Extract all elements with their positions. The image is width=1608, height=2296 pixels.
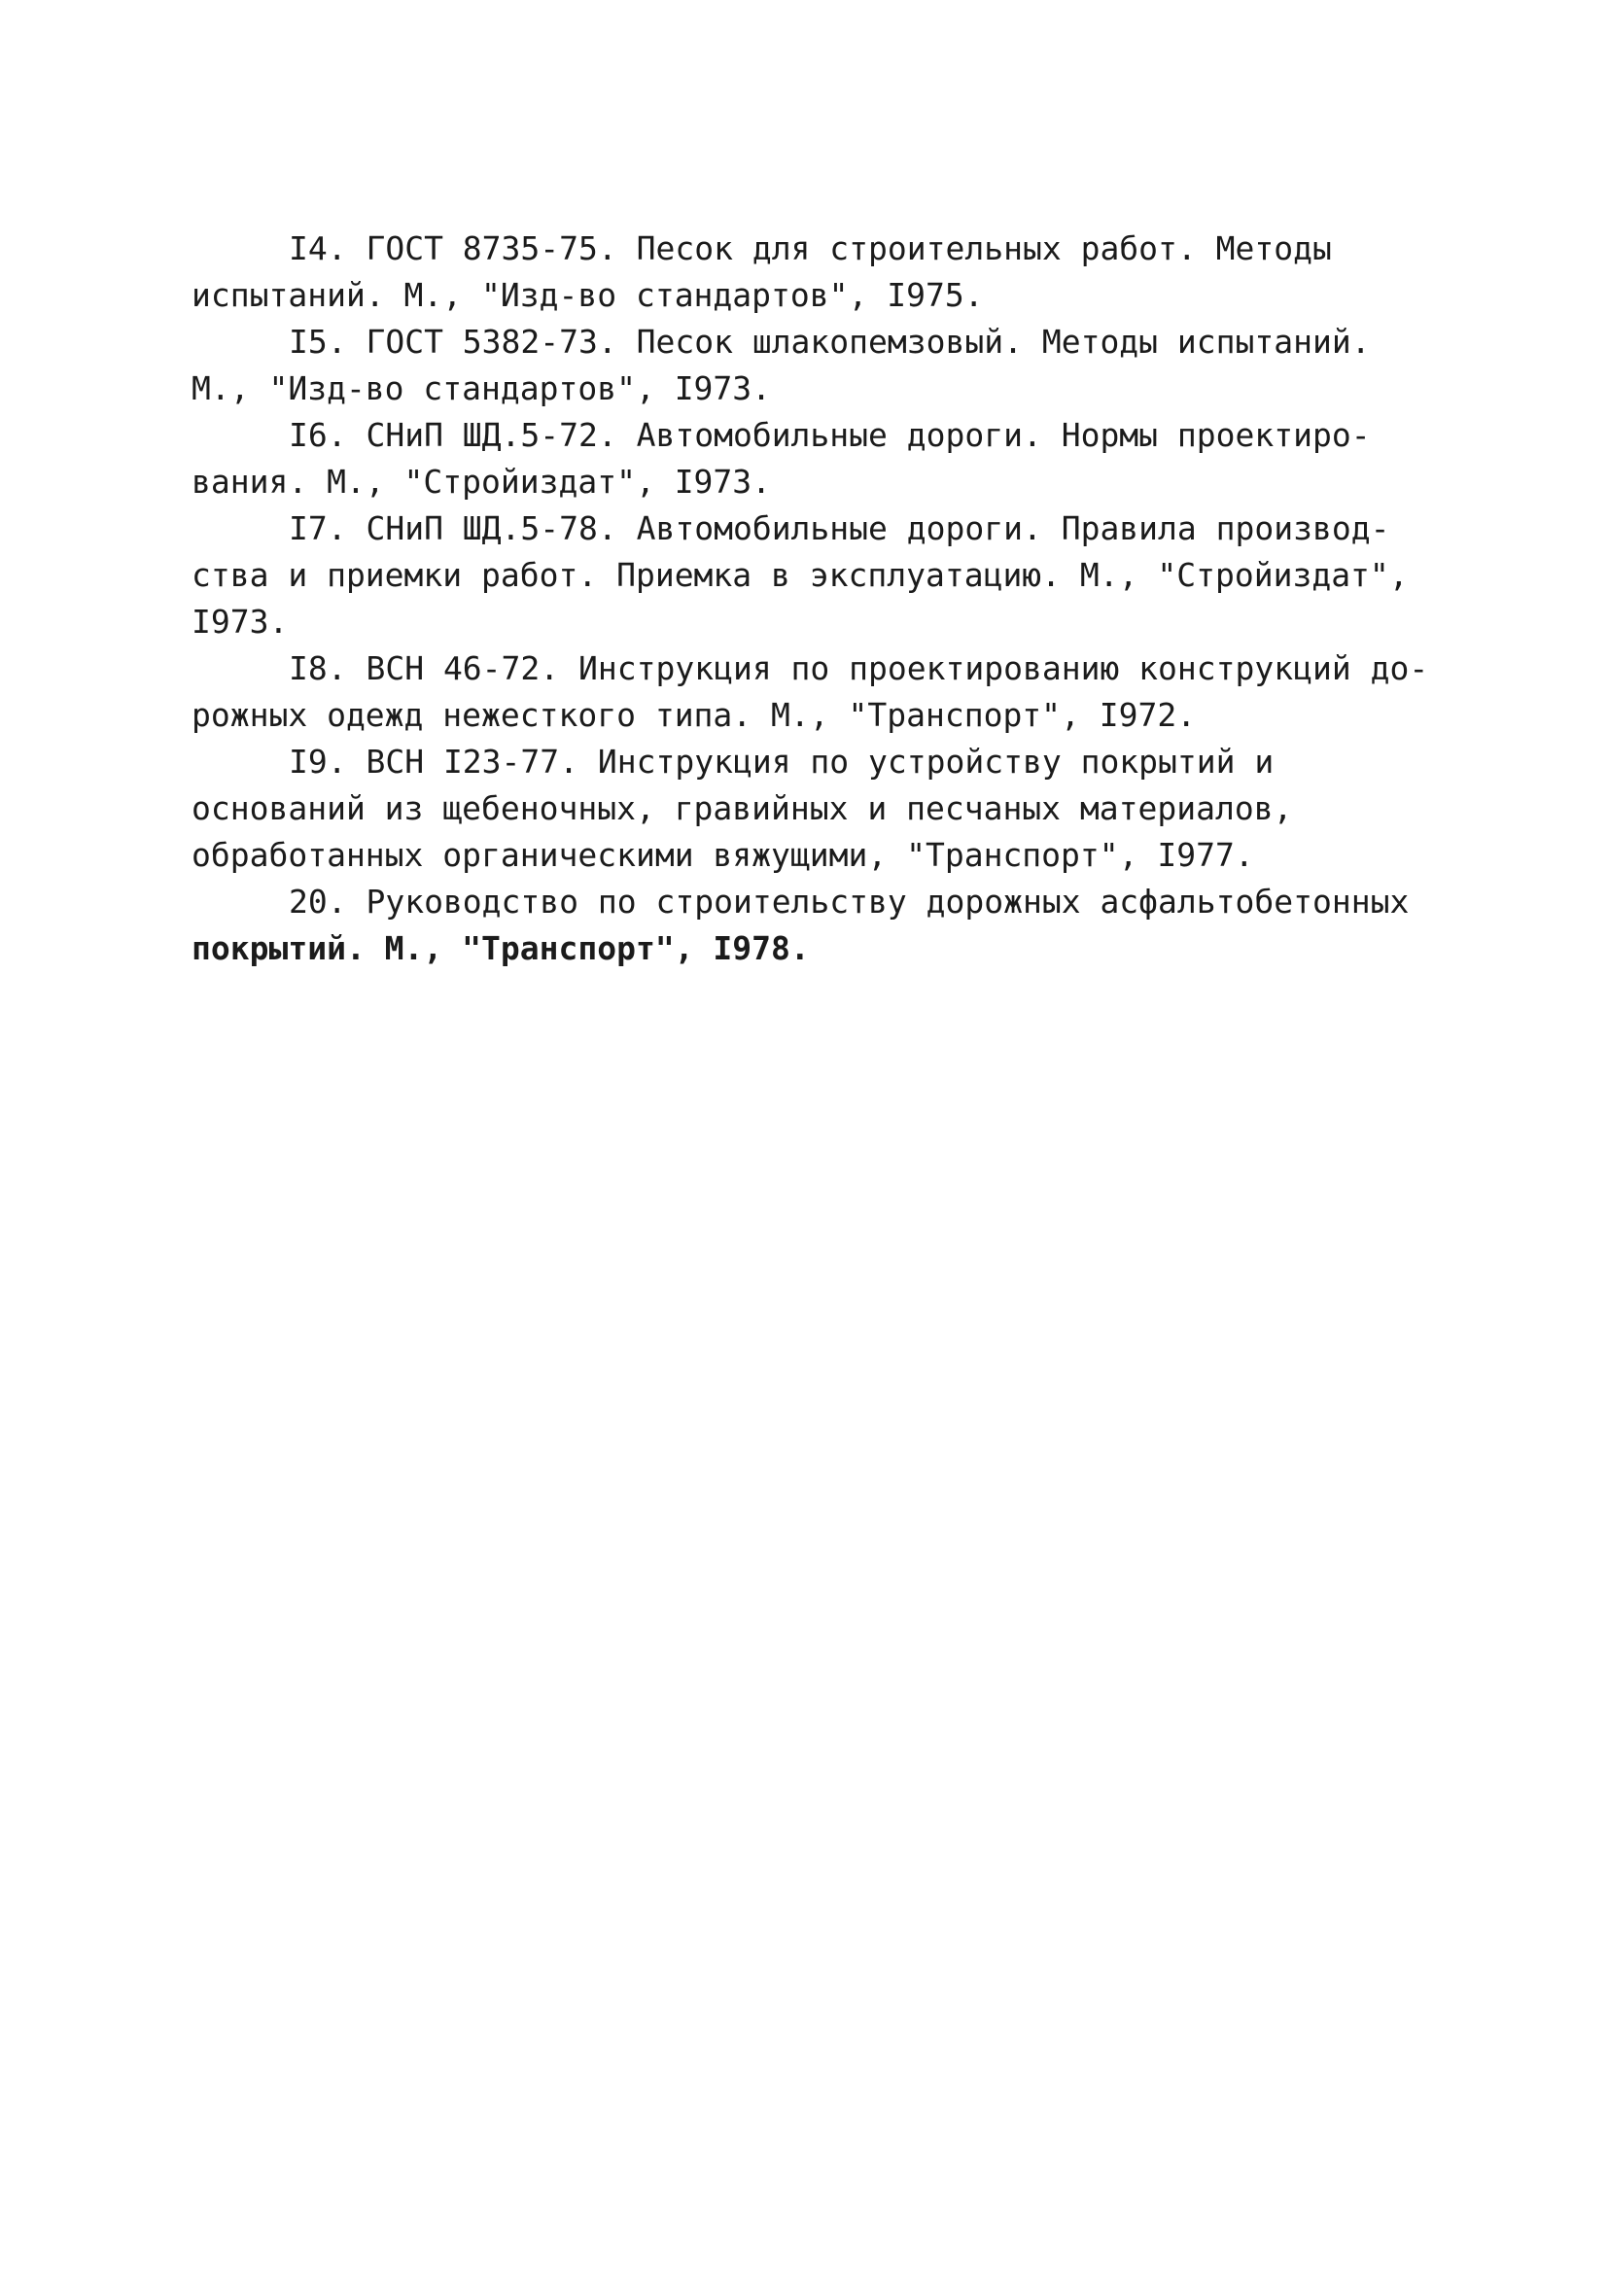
reference-item-18 [192, 645, 1446, 739]
reference-line: рожных одежд нежесткого типа. М., "Транспорт", I972. [192, 696, 1197, 734]
reference-line: оснований из щебеночных, гравийных и песчаных материалов, [192, 789, 1293, 827]
reference-line: ства и приемки работ. Приемка в эксплуатацию. М., "Стройиздат", [192, 556, 1409, 594]
reference-item-15 [192, 319, 1446, 412]
reference-line: I973. [192, 603, 289, 641]
reference-item-16 [192, 412, 1446, 505]
reference-line: испытаний. М., "Изд-во стандартов", I975. [192, 276, 984, 314]
reference-line: I8. ВСН 46-72. Инструкция по проектированию конструкций до- [289, 649, 1429, 687]
reference-line: обработанных органическими вяжущими, "Транспорт", I977. [192, 836, 1254, 874]
reference-item-19 [192, 739, 1446, 879]
reference-line: I6. СНиП ШД.5-72. Автомобильные дороги. Нормы проектиро- [289, 416, 1371, 454]
reference-item-14 [192, 226, 1446, 319]
reference-line: I7. СНиП ШД.5-78. Автомобильные дороги. Правила производ- [289, 509, 1390, 547]
reference-item-17 [192, 505, 1446, 645]
reference-line: I9. ВСН I23-77. Инструкция по устройству покрытий и [289, 743, 1275, 781]
reference-line: М., "Изд-во стандартов", I973. [192, 369, 772, 407]
reference-line: 20. Руководство по строительству дорожных асфальтобетонных [289, 883, 1410, 921]
reference-line: вания. М., "Стройиздат", I973. [192, 463, 772, 501]
reference-line: I5. ГОСТ 5382-73. Песок шлакопемзовый. Методы испытаний. [289, 323, 1371, 361]
reference-item-20 [192, 879, 1446, 972]
reference-line: I4. ГОСТ 8735-75. Песок для строительных работ. Методы [289, 229, 1332, 267]
reference-line: покрытий. М., "Транспорт", I978. [192, 929, 810, 967]
reference-list [192, 226, 1446, 972]
